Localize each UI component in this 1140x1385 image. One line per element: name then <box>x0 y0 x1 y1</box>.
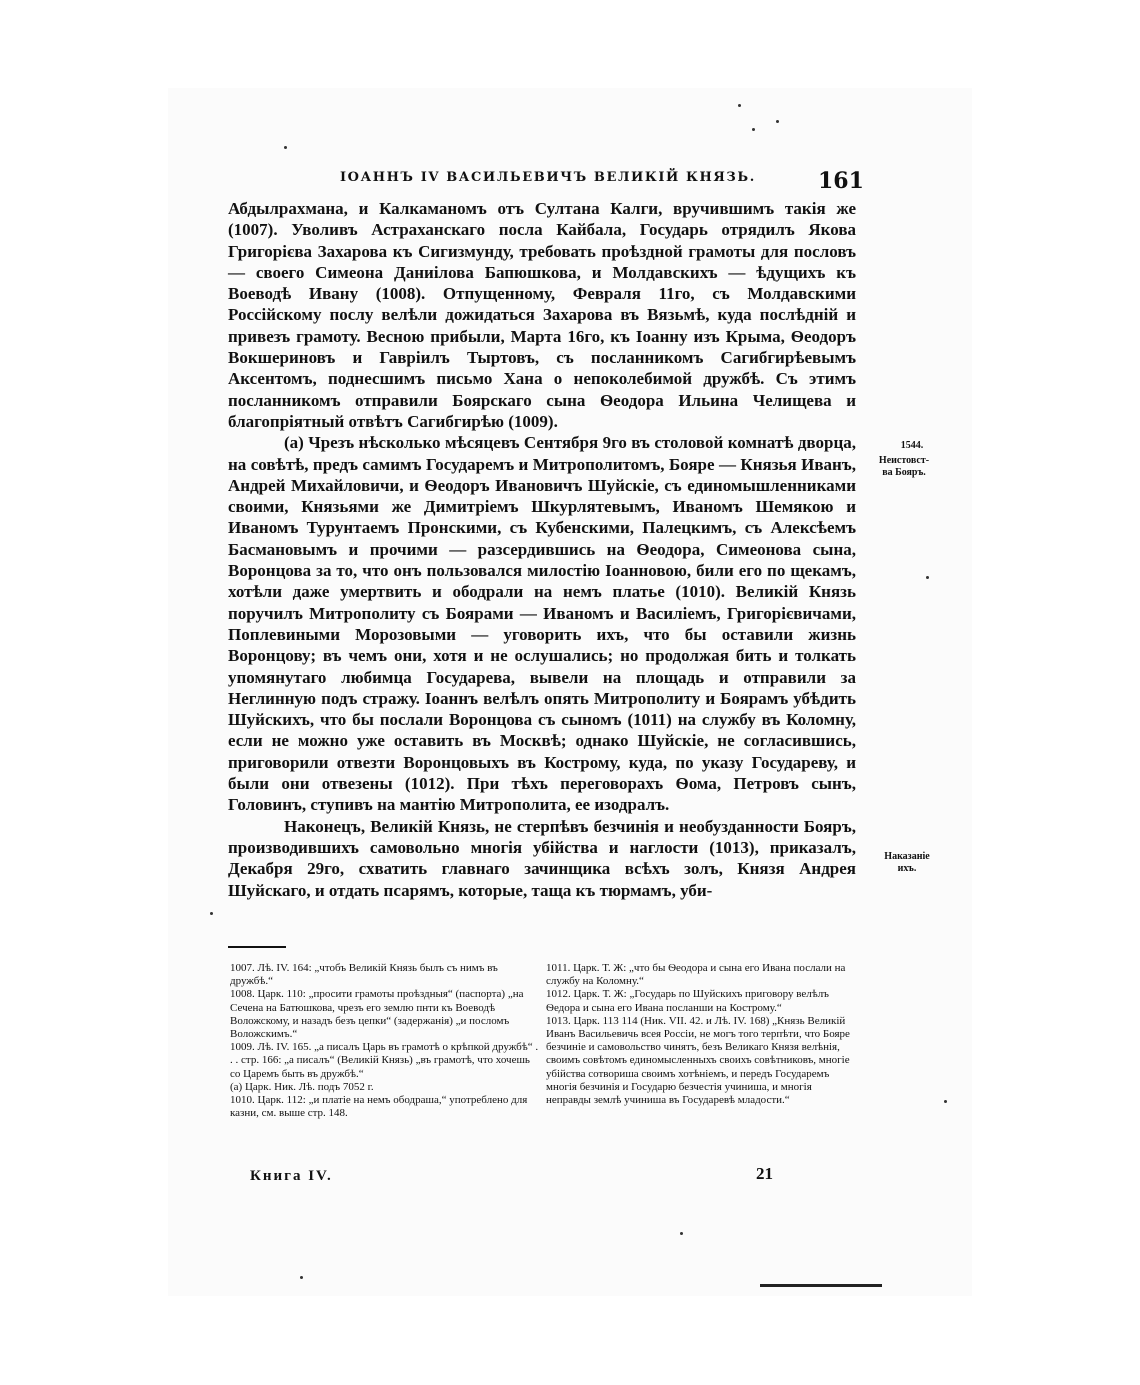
page-number: 161 <box>818 168 864 194</box>
scan-speck <box>284 146 287 149</box>
paragraph: Наконецъ, Великій Князь, не стерпѣвъ безчинія и необузданности Бояръ, производившихъ самовольно многія убійства и наглости (1013), приказалъ, Декабря 29го, схватить главнаго зачинщика всѣхъ золъ, Князя Андрея Шуйскаго, и отдать псарямъ, которые, таща къ тюрмамъ, уби- <box>228 816 856 900</box>
footnote: 1009. Лѣ. IV. 165. „а писалъ Царь въ грамотѣ о крѣпкой дружбѣ“ . . . стр. 166: „а писалъ“ (Великій Князь) „въ грамотѣ, что хочешь со Царемъ быть въ дружбѣ.“ <box>230 1041 539 1080</box>
main-text <box>228 198 856 901</box>
scan-artifact-bar <box>760 1284 882 1287</box>
scan-speck <box>680 1232 683 1235</box>
signature-number: 21 <box>756 1164 773 1183</box>
paragraph: Абдылрахмана, и Калкаманомъ отъ Султана Калги, вручившимъ такія же (1007). Уволивъ Астраханскаго посла Кайбала, Государь отрядилъ Якова Григорієва Захарова къ Сигизмунду, требовать проѣздной грамоты для пословъ — своего Симеона Даниілова Бапюшкова, и Молдавскихъ — ѣдущихъ къ Воеводѣ Ивану (1008). Отпущенному, Февраля 11го, съ Молдавскими Россійскому послу велѣли дожидаться Захарова въ Вязьмѣ, куда послѣдній и привезъ грамоту. Весною прибыли, Марта 16го, къ Іоанну изъ Крыма, Ѳеодоръ Вокшериновъ и Гавріилъ Тыртовъ, съ посланникомъ Сагибгирѣевымъ Аксентомъ, поднесшимъ письмо Хана о непоколебимой дружбѣ. Съ этимъ посланникомъ отправили Боярскаго сына Ѳеодора Ильина Челищева и благопріятный отвѣтъ Сагибгирѣю (1009). <box>228 199 856 431</box>
margin-note-line: ихъ. <box>897 863 917 874</box>
paragraph: (а) Чрезъ нѣсколько мѣсяцевъ Сентября 9го въ столовой комнатѣ дворца, на совѣтѣ, предъ самимъ Государемъ и Митрополитомъ, Бояре — Князья Иванъ, Андрей Михайловичи, и Ѳеодоръ Ивановичъ Шуйскіе, съ единомышленниками своими, Князьями же Димитріемъ Шкурлятевымъ, Иваномъ Шемякою и Иваномъ Турунтаемъ Пронскими, съ Кубенскими, Палецкимъ, съ Алексѣемъ Басмановымъ и прочими — разсердившись на Ѳеодора, Симеонова сына, Воронцова за то, что онъ пользовался милостію Іоанновою, били его по щекамъ, хотѣли даже умертвить и ободрали на немъ платье (1010). Великій Князь поручилъ Митрополиту съ Боярами — Иваномъ и Василіемъ, Григорієвичами, Поплевиными Морозовыми — уговорить ихъ, что бы оставили жизнь Воронцову; въ чемъ они, хотя и не ослушались; но продолжая бить и толкать упомянутаго любимца Государева, вывели на площадь и отправили за Неглинную подъ стражу. Іоаннъ велѣлъ опять Митрополиту и Боярамъ убѣдить Шуйскихъ, что бы послали Воронцова съ сыномъ (1011) на службу въ Коломну, если не можно уже оставить въ Москвѣ; однако Шуйскіе, не согласившись, приговорили отвезти Воронцовыхъ въ Кострому, куда, по указу Государеву, и были они отвезены (1012). При тѣхъ переговорахъ Ѳома, Петровъ сынъ, Головинъ, ступивъ на мантію Митрополита, ее изодралъ. <box>228 433 856 815</box>
scan-speck <box>738 104 741 107</box>
footnote: 1010. Царк. 112: „и платіе на немъ ободраша,“ употреблено для казни, см. выше стр. 148. <box>230 1094 528 1120</box>
footnote: 1012. Царк. Т. Ж: „Государь по Шуйскихъ приговору велѣлъ Ѳедора и сына его Ивана посланши на Кострому.“ <box>546 988 829 1014</box>
book-label: Книга IV. <box>250 1168 333 1184</box>
scan-speck <box>752 128 755 131</box>
margin-note-line: Неистовст- <box>878 455 930 466</box>
margin-note-line: Наказаніе <box>884 851 930 862</box>
margin-note-line: ва Бояръ. <box>882 467 926 478</box>
margin-year: 1544. <box>900 440 924 451</box>
scan-speck <box>776 120 779 123</box>
footnote-rule <box>228 946 286 948</box>
scan-speck <box>944 1100 947 1103</box>
footnotes-left <box>230 962 542 1120</box>
running-title: ІОАННЪ IV ВАСИЛЬЕВИЧЪ ВЕЛИКІЙ КНЯЗЬ. <box>340 170 756 185</box>
scan-speck <box>300 1276 303 1279</box>
scan-speck <box>210 912 213 915</box>
footnote: 1011. Царк. Т. Ж: „что бы Ѳеодора и сына его Ивана послали на службу на Коломну.“ <box>546 962 846 988</box>
scan-speck <box>926 576 929 579</box>
footnote: 1008. Царк. 110: „просити грамоты проѣздныя“ (паспорта) „на Сечена на Батюшкова, чрезъ его землю пнти къ Воеводѣ Воложскому, и назадъ безъ цепки“ (задержанія) „и посломъ Воложскимъ.“ <box>230 988 524 1041</box>
footnote: (а) Царк. Ник. Лѣ. подъ 7052 г. <box>230 1080 374 1093</box>
footnote: 1007. Лѣ. IV. 164: „чтобъ Великій Князь былъ съ нимъ въ дружбѣ.“ <box>230 962 498 988</box>
footnote: 1013. Царк. 113 114 (Ник. VII. 42. и Лѣ. IV. 168) „Князь Великій Иванъ Васильевичь всея Россіи, не могъ того терпѣти, что Бояре безчиніе и самовольство чинятъ, безъ Великаго Князя велѣнія, своимъ совѣтомъ единомысленныхъ своихъ совѣтниковъ, многіе убійства сотвориша своимъ хотѣніемъ, и передъ Государемъ многія безчинія и Государю безчестія учиниша, и многія неправды землѣ учиниша въ Государевѣ младости.“ <box>546 1014 850 1107</box>
footnotes-right <box>546 962 858 1107</box>
